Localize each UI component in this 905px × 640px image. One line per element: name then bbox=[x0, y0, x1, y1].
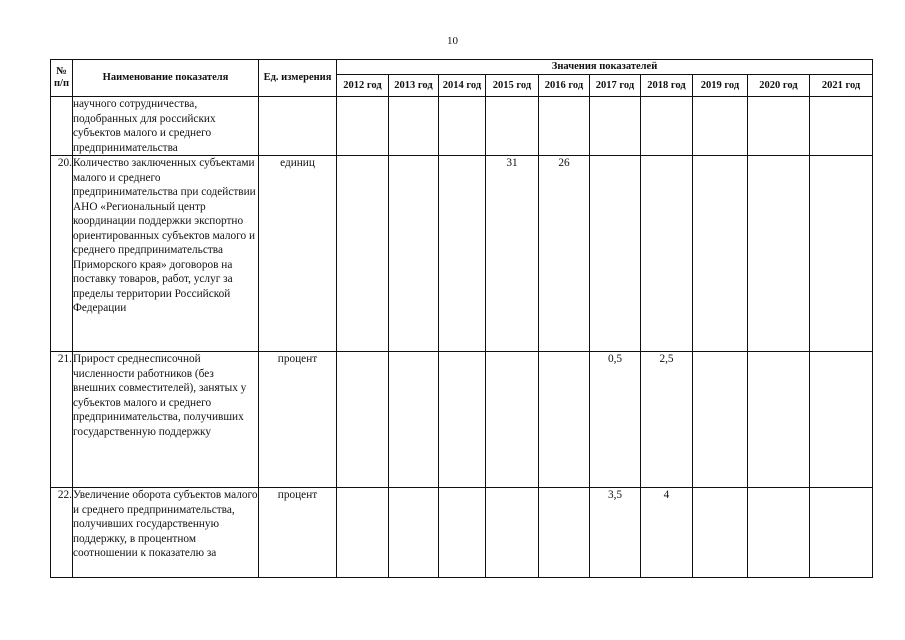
value-cell bbox=[693, 488, 748, 578]
value-cell: 4 bbox=[641, 488, 693, 578]
header-num: № п/п bbox=[51, 60, 73, 97]
row-number: 20. bbox=[51, 156, 73, 352]
value-cell bbox=[810, 97, 873, 156]
value-cell bbox=[389, 352, 439, 488]
table-row bbox=[51, 156, 873, 352]
value-cell bbox=[810, 156, 873, 352]
value-cell bbox=[693, 352, 748, 488]
indicator-name: Увеличение оборота субъектов малого и среднего предпринимательства, получивших государственную поддержку, в процентном соотношении к показателю за bbox=[73, 488, 259, 578]
indicator-name: Прирост среднесписочной численности работников (без внешних совместителей), занятых у субъектов малого и среднего предпринимательства, получивших государственную поддержку bbox=[73, 352, 259, 488]
value-cell bbox=[439, 352, 486, 488]
value-cell bbox=[539, 352, 590, 488]
page-number: 10 bbox=[447, 35, 458, 47]
header-year: 2013 год bbox=[389, 75, 439, 97]
header-year: 2014 год bbox=[439, 75, 486, 97]
header-year: 2018 год bbox=[641, 75, 693, 97]
row-number bbox=[51, 97, 73, 156]
header-year: 2015 год bbox=[486, 75, 539, 97]
table-row bbox=[51, 352, 873, 488]
value-cell bbox=[389, 156, 439, 352]
value-cell bbox=[337, 488, 389, 578]
indicator-unit: единиц bbox=[259, 156, 337, 352]
value-cell bbox=[641, 156, 693, 352]
row-number: 21. bbox=[51, 352, 73, 488]
header-year: 2016 год bbox=[539, 75, 590, 97]
header-year: 2017 год bbox=[590, 75, 641, 97]
value-cell bbox=[810, 488, 873, 578]
value-cell: 0,5 bbox=[590, 352, 641, 488]
table-row bbox=[51, 488, 873, 578]
value-cell bbox=[337, 156, 389, 352]
value-cell bbox=[641, 97, 693, 156]
indicator-name: научного сотрудничества, подобранных для российских субъектов малого и среднего предпринимательства bbox=[73, 97, 259, 156]
value-cell: 3,5 bbox=[590, 488, 641, 578]
value-cell bbox=[486, 97, 539, 156]
value-cell bbox=[810, 352, 873, 488]
value-cell bbox=[486, 488, 539, 578]
indicator-unit: процент bbox=[259, 352, 337, 488]
value-cell bbox=[389, 97, 439, 156]
value-cell bbox=[337, 97, 389, 156]
value-cell bbox=[389, 488, 439, 578]
header-name: Наименование показателя bbox=[73, 60, 259, 97]
value-cell bbox=[439, 488, 486, 578]
value-cell: 26 bbox=[539, 156, 590, 352]
value-cell bbox=[590, 156, 641, 352]
header-year: 2020 год bbox=[748, 75, 810, 97]
header-year: 2021 год bbox=[810, 75, 873, 97]
value-cell bbox=[539, 488, 590, 578]
header-values-group: Значения показателей bbox=[337, 60, 873, 75]
value-cell bbox=[539, 97, 590, 156]
indicator-name: Количество заключенных субъектами малого и среднего предпринимательства при содействии АНО «Региональный центр координации поддержки экспортно ориентированных субъектов малого и среднего предпринимательства Приморского края» договоров на поставку товаров, работ, услуг за пределы территории Российской Федерации bbox=[73, 156, 259, 352]
value-cell bbox=[693, 156, 748, 352]
row-number: 22. bbox=[51, 488, 73, 578]
value-cell: 2,5 bbox=[641, 352, 693, 488]
value-cell bbox=[590, 97, 641, 156]
value-cell bbox=[439, 156, 486, 352]
indicator-unit: процент bbox=[259, 488, 337, 578]
value-cell bbox=[748, 156, 810, 352]
value-cell bbox=[439, 97, 486, 156]
value-cell bbox=[486, 352, 539, 488]
table-row bbox=[51, 97, 873, 156]
header-unit: Ед. измерения bbox=[259, 60, 337, 97]
value-cell: 31 bbox=[486, 156, 539, 352]
indicator-unit bbox=[259, 97, 337, 156]
value-cell bbox=[748, 97, 810, 156]
value-cell bbox=[748, 488, 810, 578]
header-year: 2012 год bbox=[337, 75, 389, 97]
header-year: 2019 год bbox=[693, 75, 748, 97]
indicators-table bbox=[50, 59, 873, 578]
value-cell bbox=[337, 352, 389, 488]
value-cell bbox=[748, 352, 810, 488]
value-cell bbox=[693, 97, 748, 156]
